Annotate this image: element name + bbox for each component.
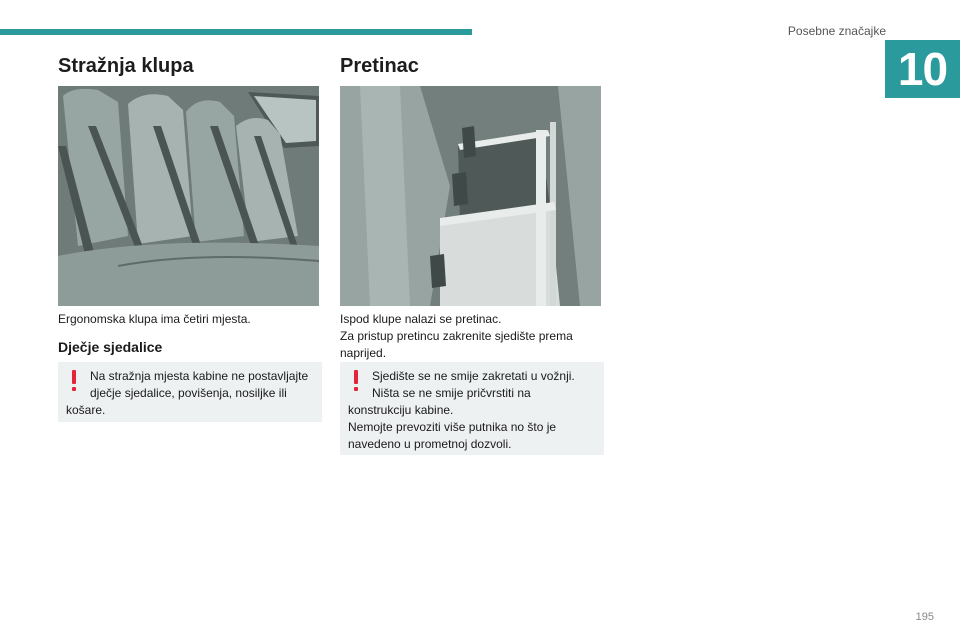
right-body-line: Ispod klupe nalazi se pretinac. xyxy=(340,312,502,326)
right-body-line: naprijed. xyxy=(340,346,387,360)
left-warning-box xyxy=(58,362,322,422)
right-warning-line: navedeno u prometnoj dozvoli. xyxy=(348,437,512,451)
left-section-title: Stražnja klupa xyxy=(58,55,194,77)
top-accent-bar xyxy=(0,29,472,35)
right-warning-line: konstrukciju kabine. xyxy=(348,403,454,417)
warning-exclamation-icon xyxy=(352,370,360,392)
page-number: 195 xyxy=(915,611,934,623)
right-body-text xyxy=(340,311,602,362)
right-warning-line: Ništa se ne smije pričvrstiti na xyxy=(372,386,531,400)
left-warning-line: Na stražnja mjesta kabine ne postavljajte xyxy=(90,369,309,383)
right-section-title: Pretinac xyxy=(340,55,419,77)
right-warning-line: Sjedište se ne smije zakretati u vožnji. xyxy=(372,369,575,383)
left-warning-line: košare. xyxy=(66,403,106,417)
left-warning-line: dječje sjedalice, povišenja, nosiljke ili xyxy=(90,386,287,400)
section-title: Posebne značajke xyxy=(787,24,886,38)
right-warning-line: Nemojte prevoziti više putnika no što je xyxy=(348,420,557,434)
left-subheading: Dječje sjedalice xyxy=(58,339,163,355)
storage-compartment-illustration xyxy=(340,86,601,306)
rear-bench-illustration xyxy=(58,86,319,306)
chapter-number-badge: 10 xyxy=(885,40,960,98)
warning-exclamation-icon xyxy=(70,370,78,392)
right-body-line: Za pristup pretincu zakrenite sjedište prema xyxy=(340,329,573,343)
left-caption: Ergonomska klupa ima četiri mjesta. xyxy=(58,312,251,326)
right-warning-box xyxy=(340,362,604,455)
